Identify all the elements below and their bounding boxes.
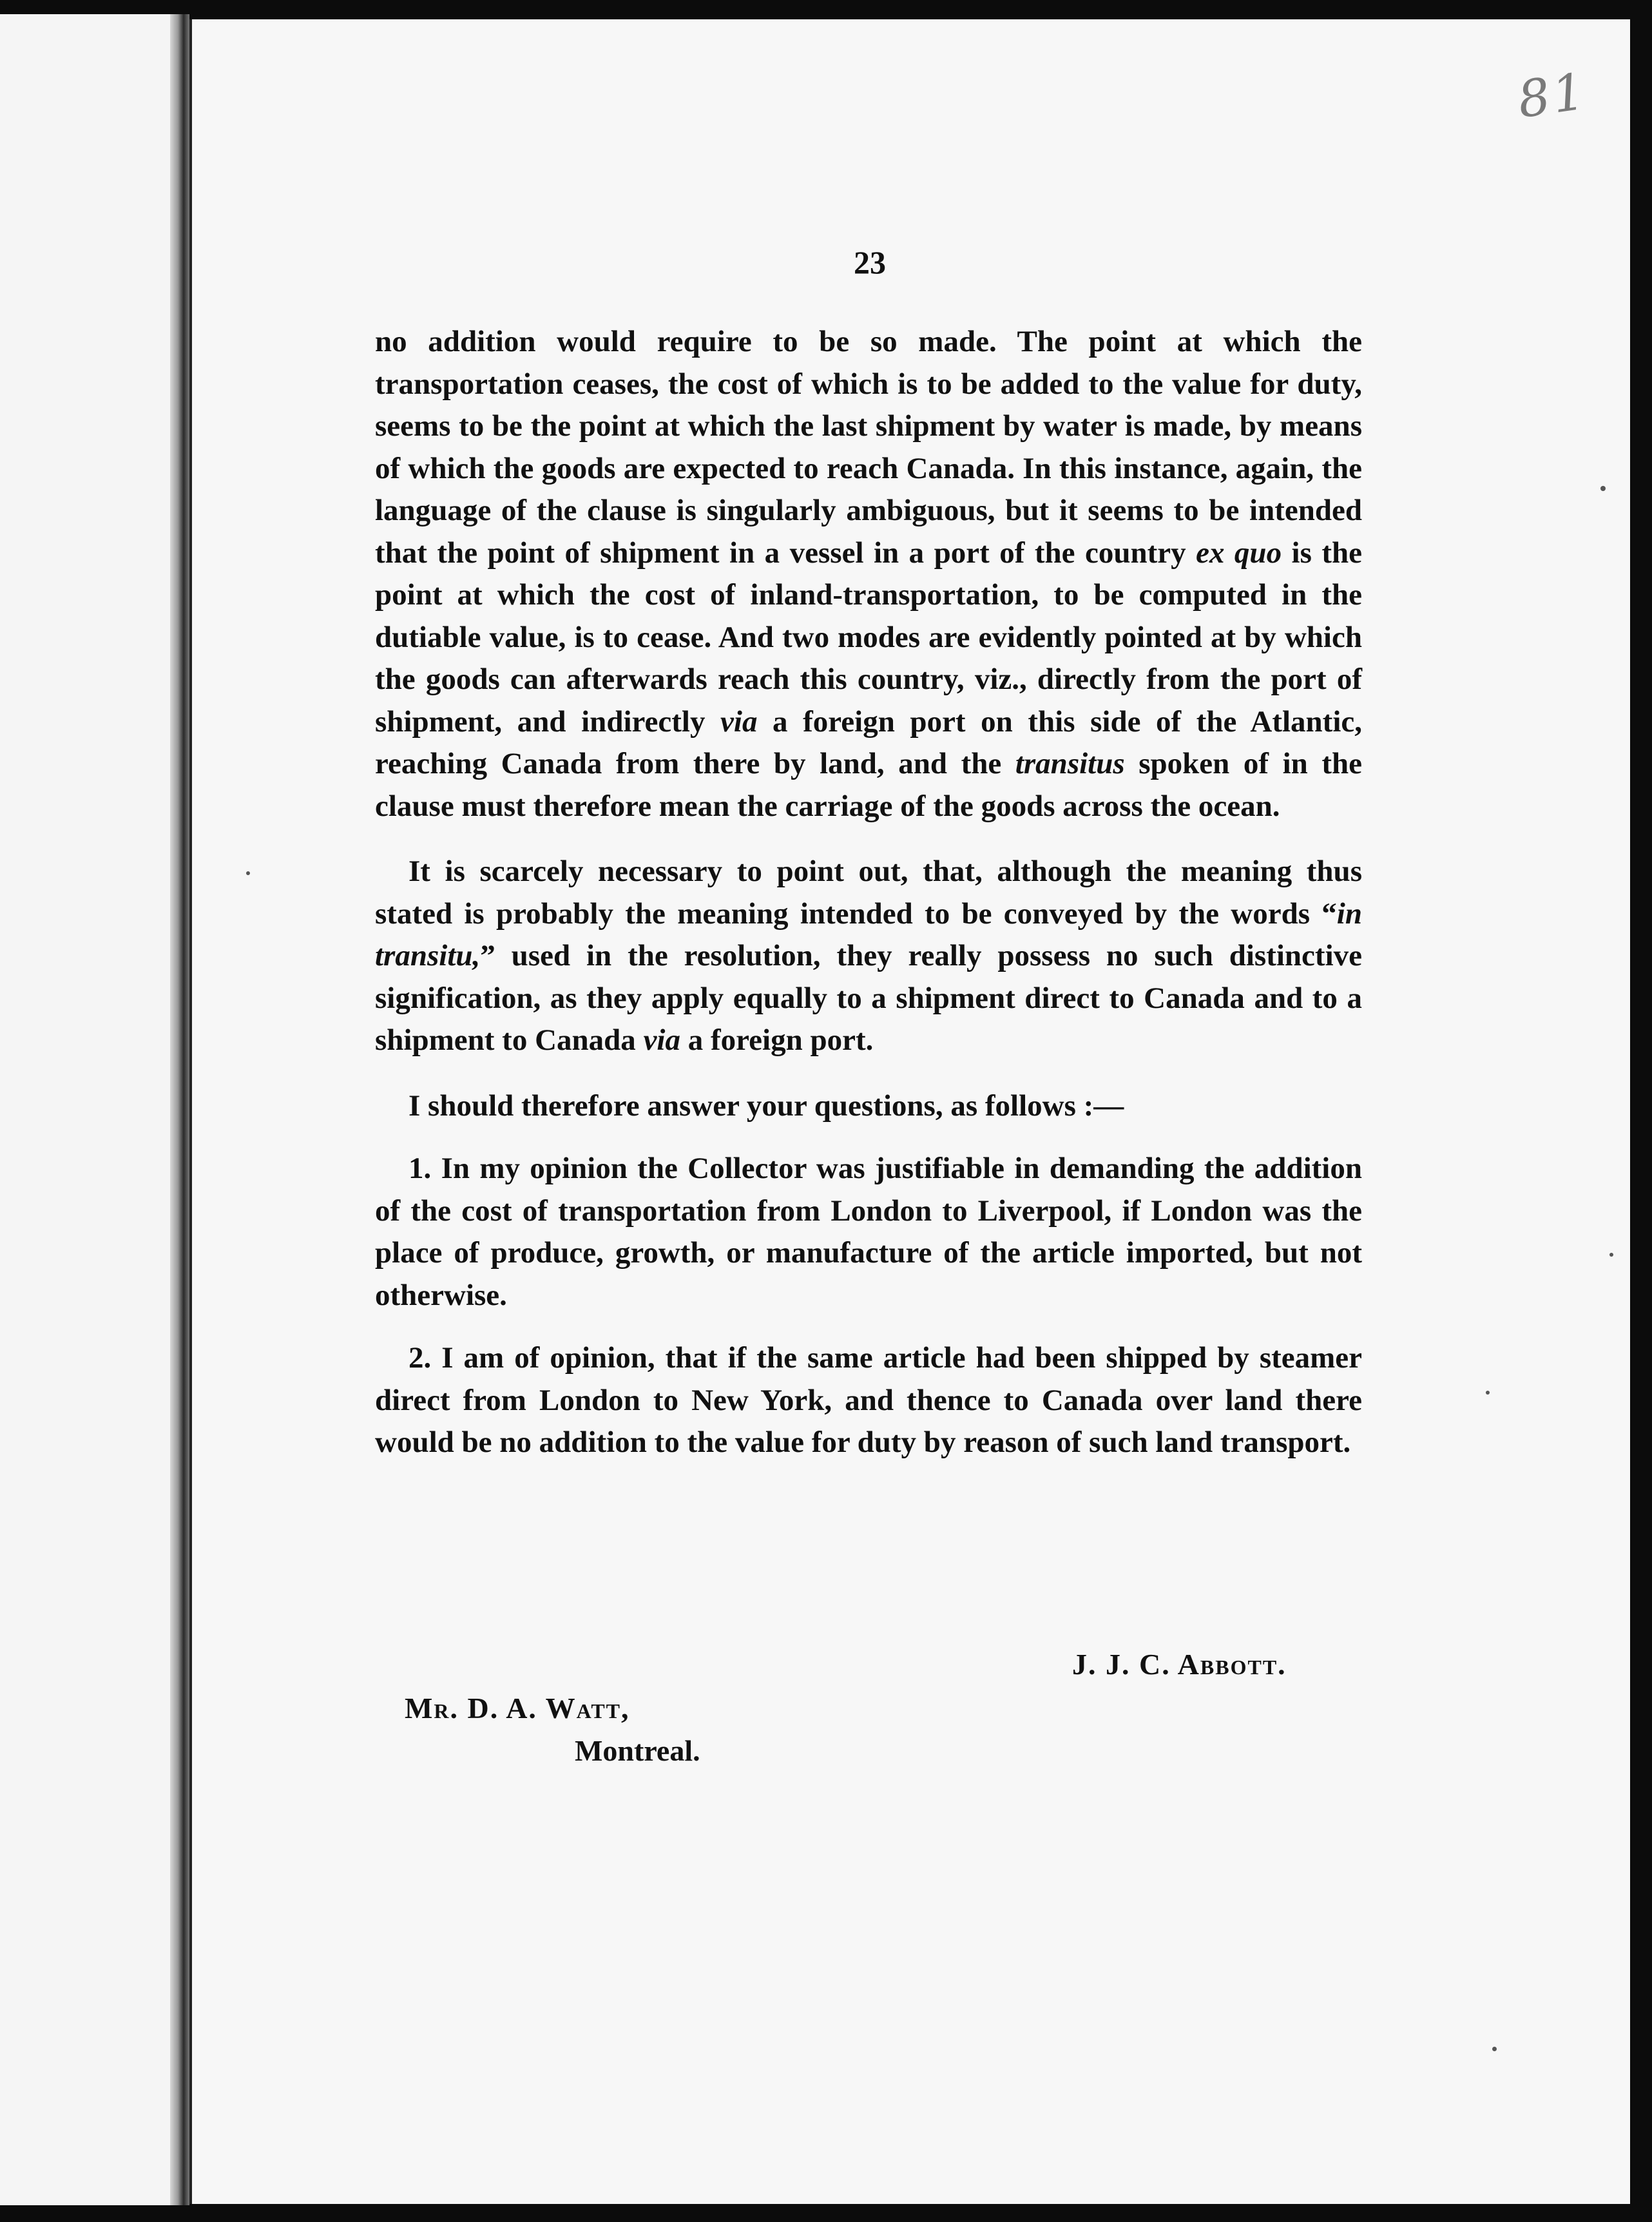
paragraph-2-italic-in-transitu: in transitu, [375,896,1362,972]
addressee-name: Mr. D. A. Watt, [405,1692,630,1724]
page-number: 23 [854,244,886,280]
paragraph-1-text-a: no addition would require to be so made. The point at which the transportation ceases, the cost of which is to be added to the value for duty, seems to be the point at which the last shipment by water is made, by means of which the goods are expected to reach Canada. In this instance, again, the language of the clause is singularly ambiguous, but it seems to be intended that the point of shipment in a vessel in a port of the country [375,325,1362,570]
signature: J. J. C. Abbott. [1072,1648,1287,1681]
paper-speck [1492,2047,1497,2051]
paragraph-1-text-b: is the point at which the cost of inland-transportation, to be computed in the dutiable value, is to cease. And two modes are evidently pointed at by which the goods can afterwards reach this country, viz., directly from the port of shipment, and indirectly [375,536,1362,739]
paragraph-1-italic-via: via [720,704,758,739]
paper-speck [1609,1253,1613,1257]
paper-speck [1486,1391,1490,1395]
paragraph-3: I should therefore answer your questions, as follows :— [408,1088,1124,1123]
addressee-city: Montreal. [575,1734,700,1767]
paragraph-2 [375,851,1362,1062]
previous-page-edge [0,14,182,2205]
answer-1: 1. In my opinion the Collector was justifiable in demanding the addition of the cost of transportation from London to Liverpool, if London was the place of produce, growth, or manufacture of the article imported, but not otherwise. [375,1152,1362,1312]
answer-2: 2. I am of opinion, that if the same article had been shipped by steamer direct from London to New York, and thence to Canada over land there would be no addition to the value for duty by reason of such land transport. [375,1341,1362,1459]
handwritten-folio-number: 81 [1514,62,1591,130]
paragraph-2-text-c: a foreign port. [680,1023,874,1057]
paragraph-1-text-c: a foreign port on this side of the Atlantic, reaching Canada from there by land, and the [375,704,1363,780]
paper-speck [246,871,250,875]
paragraph-1-italic-ex-quo: ex quo [1196,536,1282,570]
page-gutter-fold [170,14,189,2205]
body-text [375,321,1362,1464]
paragraph-2-text-b: ” used in the resolution, they really possess no such distinctive signification, as they apply equally to a shipment direct to Canada and to a shipment to Canada [375,939,1362,1057]
paragraph-1 [375,321,1362,827]
paper-speck [1600,486,1606,491]
paragraph-1-italic-transitus: transitus [1015,747,1125,780]
paragraph-2-italic-via: via [643,1023,680,1057]
paragraph-1-text-d: spoken of in the clause must therefore mean the carriage of the goods across the ocean. [375,747,1362,823]
paragraph-2-text-a: It is scarcely necessary to point out, that, although the meaning thus stated is probably the meaning intended to be conveyed by the words “ [375,855,1362,931]
